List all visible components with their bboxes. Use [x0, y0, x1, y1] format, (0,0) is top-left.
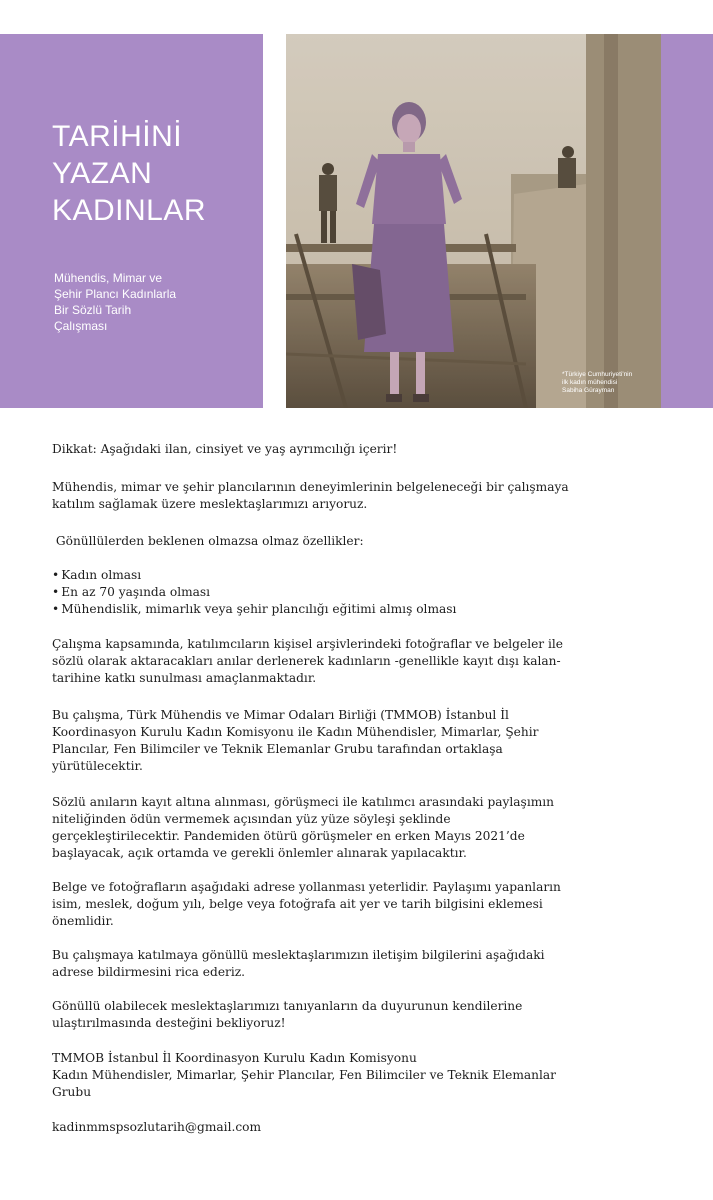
- text-line: adrese bildirmesini rica ederiz.: [52, 965, 246, 979]
- header-banner: [0, 34, 713, 408]
- intro-paragraph: [52, 479, 569, 513]
- title-line: YAZAN: [52, 157, 153, 190]
- text-line: yürütülecektir.: [52, 759, 143, 773]
- text-line: sözlü olarak aktaracakları anılar derlenerek kadınların -genellikle kayıt dışı kalan-: [52, 654, 561, 668]
- list-item: • Kadın olması: [52, 567, 456, 584]
- subtitle-line: Bir Sözlü Tarih: [54, 303, 132, 317]
- text-line: Grubu: [52, 1085, 92, 1099]
- text-line: Belge ve fotoğrafların aşağıdaki adrese yollanması yeterlidir. Paylaşımı yapanların: [52, 880, 561, 894]
- caption-line: *Türkiye Cumhuriyeti'nin: [562, 371, 633, 378]
- organizer-paragraph: [52, 707, 538, 775]
- contact-request-paragraph: [52, 947, 545, 981]
- text-line: Sözlü anıların kayıt altına alınması, görüşmeci ile katılımcı arasındaki paylaşımın: [52, 795, 555, 809]
- text-line: isim, meslek, doğum yılı, belge veya fotoğrafa ait yer ve tarih bilgisini eklemesi: [52, 897, 543, 911]
- subtitle-line: Şehir Plancı Kadınlarla: [54, 287, 177, 301]
- caption-line: ilk kadın mühendisi: [562, 379, 618, 386]
- email-address[interactable]: kadinmmspsozlutarih@gmail.com: [52, 1120, 262, 1134]
- text-line: ulaştırılmasında desteğini bekliyoruz!: [52, 1016, 286, 1030]
- text-line: başlayacak, açık ortamda ve gerekli önlemler alınarak yapılacaktır.: [52, 846, 467, 860]
- subtitle-line: Mühendis, Mimar ve: [54, 271, 163, 285]
- text-line: Dikkat: Aşağıdaki ilan, cinsiyet ve yaş ayrımcılığı içerir!: [52, 442, 398, 456]
- text-line: Gönüllü olabilecek meslektaşlarımızı tanıyanların da duyurunun kendilerine: [52, 999, 523, 1013]
- text-line: Plancılar, Fen Bilimciler ve Teknik Elemanlar Grubu tarafından ortaklaşa: [52, 742, 503, 756]
- signature-block: [52, 1050, 556, 1101]
- photo-illustration: [286, 34, 661, 408]
- interview-paragraph: [52, 794, 554, 862]
- requirements-list: [52, 567, 456, 618]
- title-line: KADINLAR: [52, 194, 207, 227]
- poster-title: [52, 118, 206, 229]
- text-line: Kadın Mühendisler, Mimarlar, Şehir Plancılar, Fen Bilimciler ve Teknik Elemanlar: [52, 1068, 556, 1082]
- text-line: gerçekleştirilecektir. Pandemiden ötürü görüşmeler en erken Mayıs 2021’de: [52, 829, 525, 843]
- text-line: Mühendis, mimar ve şehir plancılarının deneyimlerinin belgeleneceği bir çalışmaya: [52, 480, 569, 494]
- banner-divider: [263, 34, 286, 408]
- text-line: önemlidir.: [52, 914, 114, 928]
- scope-paragraph: [52, 636, 563, 687]
- list-item: • En az 70 yaşında olması: [52, 584, 456, 601]
- photo-caption: [562, 371, 657, 395]
- banner-text-panel: [0, 34, 263, 408]
- historical-photo: [286, 34, 661, 408]
- list-item: • Mühendislik, mimarlık veya şehir plancılığı eğitimi almış olması: [52, 601, 456, 618]
- text-line: Bu çalışmaya katılmaya gönüllü meslektaşlarımızın iletişim bilgilerini aşağıdaki: [52, 948, 545, 962]
- title-line: TARİHİNİ: [52, 120, 183, 153]
- text-line: Çalışma kapsamında, katılımcıların kişisel arşivlerindeki fotoğraflar ve belgeler ile: [52, 637, 564, 651]
- requirements-heading: [52, 533, 364, 550]
- text-line: Gönüllülerden beklenen olmazsa olmaz özellikler:: [52, 534, 364, 548]
- warning-text: [52, 441, 397, 458]
- text-line: TMMOB İstanbul İl Koordinasyon Kurulu Kadın Komisyonu: [52, 1051, 417, 1065]
- text-line: Koordinasyon Kurulu Kadın Komisyonu ile Kadın Mühendisler, Mimarlar, Şehir: [52, 725, 539, 739]
- text-line: katılım sağlamak üzere meslektaşlarımızı arıyoruz.: [52, 497, 368, 511]
- caption-line: Sabiha Gürayman: [562, 387, 615, 394]
- documents-paragraph: [52, 879, 561, 930]
- text-line: tarihine katkı sunulması amaçlanmaktadır.: [52, 671, 317, 685]
- share-paragraph: [52, 998, 522, 1032]
- text-line: niteliğinden ödün vermemek açısından yüz yüze söyleşi şeklinde: [52, 812, 451, 826]
- text-line: Bu çalışma, Türk Mühendis ve Mimar Odaları Birliği (TMMOB) İstanbul İl: [52, 708, 509, 722]
- poster-subtitle: [54, 270, 244, 334]
- subtitle-line: Çalışması: [54, 319, 108, 333]
- contact-email: [52, 1119, 261, 1136]
